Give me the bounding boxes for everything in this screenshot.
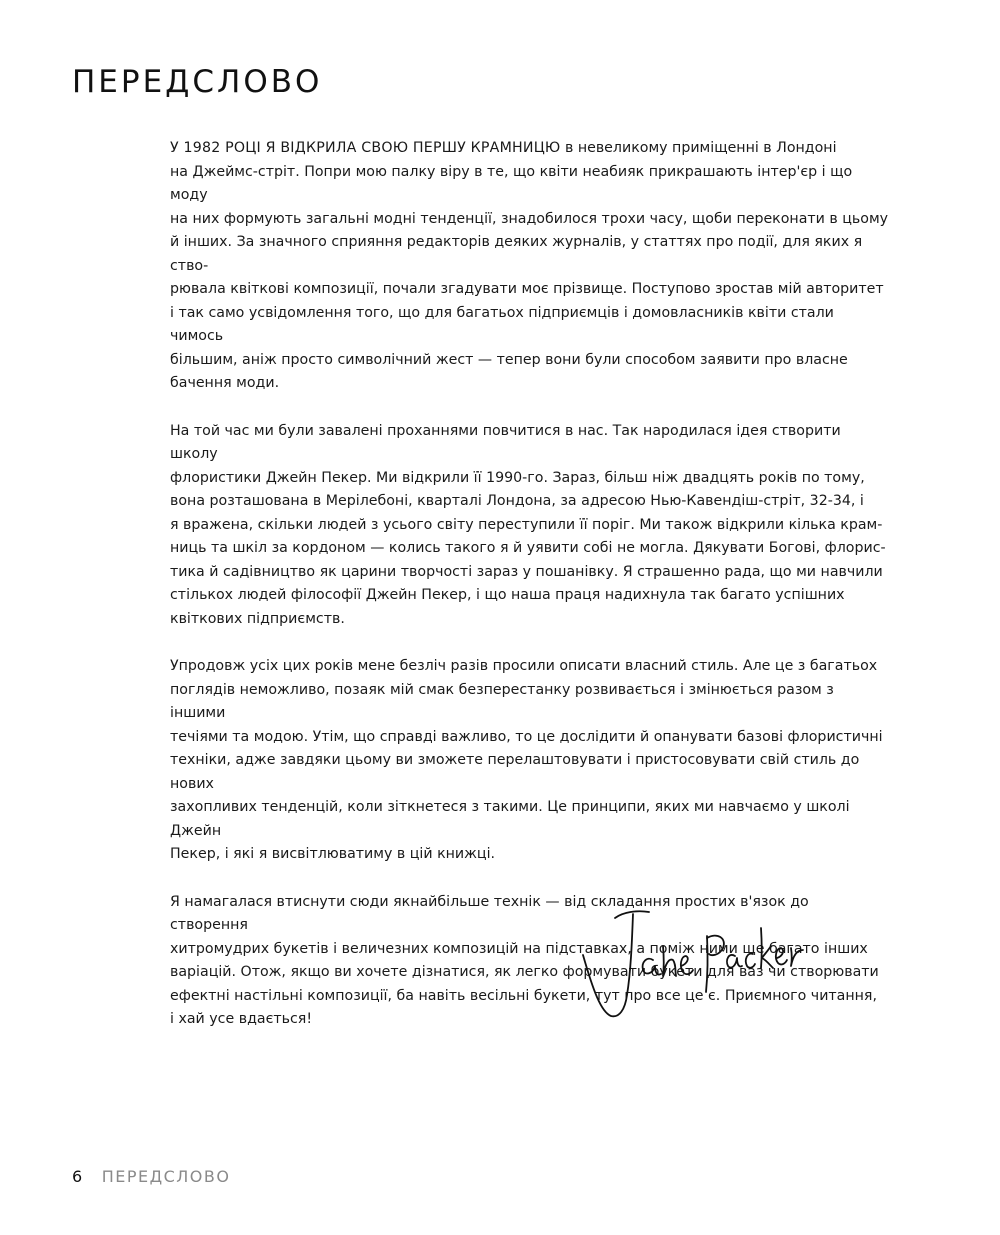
- paragraph-1: [170, 137, 890, 396]
- author-signature: [575, 900, 820, 1025]
- paragraph-4-text: Я намагалася втиснути сюди якнайбільше технік — від складання простих в'язок до створення хитромудрих букетів і величезних композицій на підставках, а поміж ними ще багато інших варіацій. Отож, якщо ви хочете дізнатися, як легко формувати букети для ваз чи створювати ефектні настільні композиції, ба навіть весільні букети, тут про все це є. Приємного читання, і хай усе вдається!: [170, 893, 879, 1027]
- running-title: ПЕРЕДСЛОВО: [101, 1167, 231, 1186]
- paragraph-1-lead: У 1982 РОЦІ Я ВІДКРИЛА СВОЮ ПЕРШУ КРАМНИЦЮ: [170, 140, 561, 156]
- paragraph-3: [170, 655, 890, 867]
- paragraph-2-text: На той час ми були завалені проханнями повчитися в нас. Так народилася ідея створити школу флористики Джейн Пекер. Ми відкрили її 1990-го. Зараз, більш ніж двадцять років по тому, вона розташована в Мерілебоні, кварталі Лондона, за адресою Нью-Кавендіш-стріт, 32-34, і я вражена, скільки людей з усього світу переступили її поріг. Ми також відкрили кілька крам- ниць та шкіл за кордоном — колись такого я й уявити собі не могла. Дякувати Богові, флорис- тика й садівництво як царини творчості зараз у пошанівку. Я страшенно рада, що ми навчили стількох людей філософії Джейн Пекер, і що наша праця надихнула так багато успішних квіткових підприємств.: [170, 422, 886, 627]
- paragraph-1-text: в невеликому приміщенні в Лондоні на Джеймс-стріт. Попри мою палку віру в те, що квіти неабияк прикрашають інтер'єр і що моду на них формують загальні модні тенденції, знадобилося трохи часу, щоби переконати в цьому й інших. За значного сприяння редакторів деяких журналів, у статтях про події, для яких я ство- рювала квіткові композиції, почали згадувати моє прізвище. Поступово зростав мій авторитет і так само усвідомлення того, що для багатьох підприємців і домовласників квіти стали чимось більшим, аніж просто символічний жест — тепер вони були способом заявити про власне бачення моди.: [170, 140, 889, 391]
- page-number: 6: [72, 1167, 84, 1186]
- paragraph-2: [170, 420, 890, 632]
- paragraph-3-text: Упродовж усіх цих років мене безліч разів просили описати власний стиль. Але це з багатьох поглядів неможливо, позаяк мій смак безперестанку розвивається і змінюється разом з іншими течіями та модою. Утім, що справді важливо, то це дослідити й опанувати базові флористичні техніки, адже завдяки цьому ви зможете перелаштовувати і пристосовувати свій стиль до нових захопливих тенденцій, коли зіткнетеся з такими. Це принципи, яких ми навчаємо у школі Джейн Пекер, і які я висвітлюватиму в цій книжці.: [170, 658, 883, 862]
- page-footer: [72, 1166, 230, 1188]
- page-title: ПЕРЕДСЛОВО: [72, 64, 323, 100]
